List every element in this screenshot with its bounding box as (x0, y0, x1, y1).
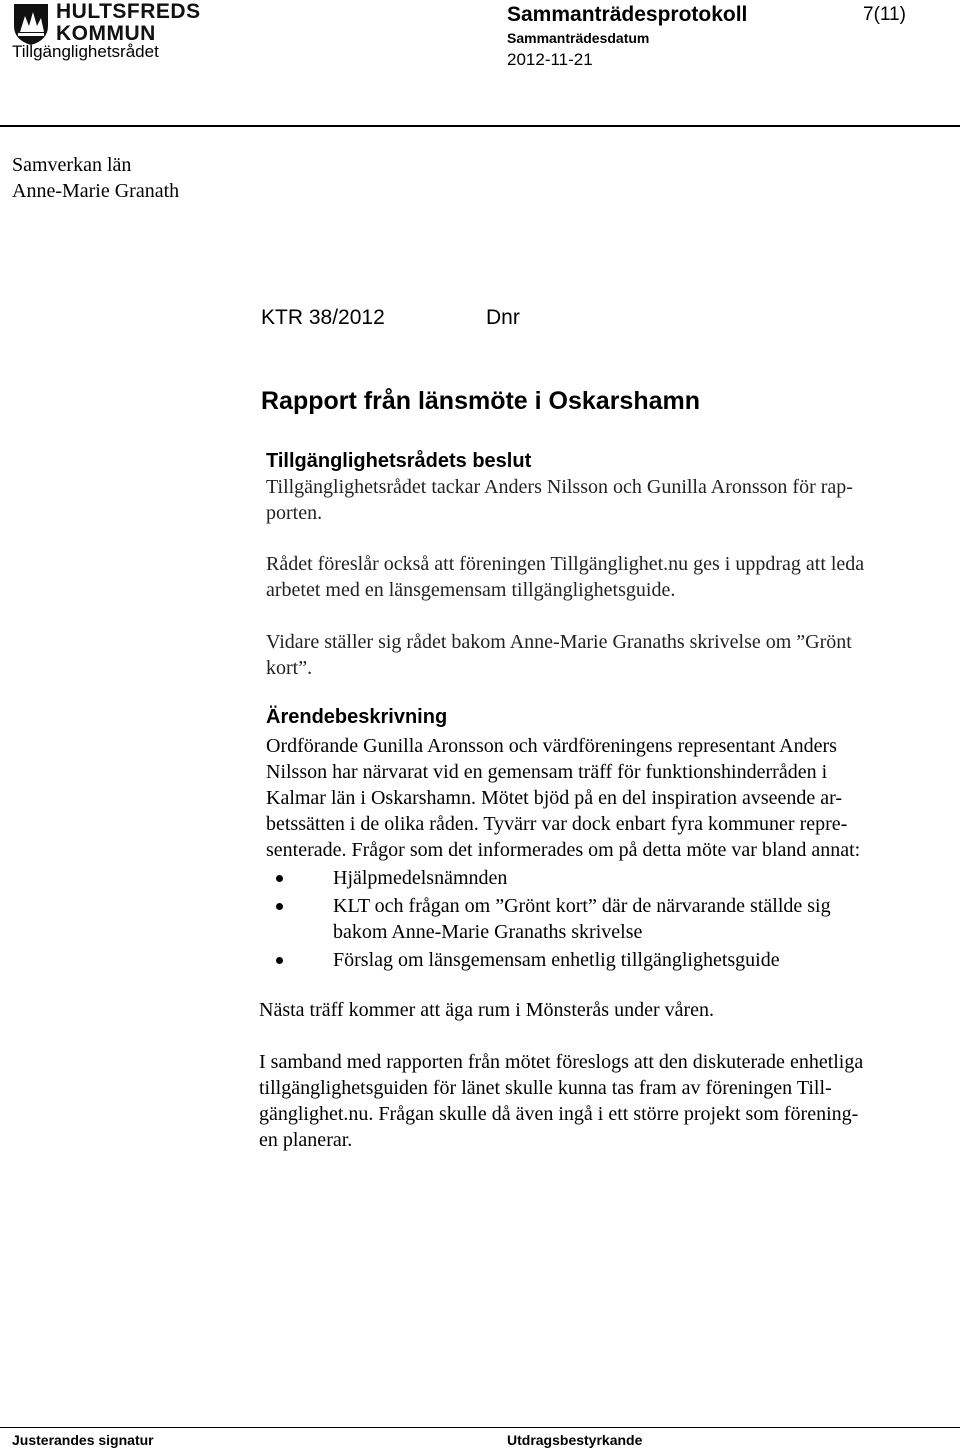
list-item (266, 893, 831, 945)
text-line: tillgänglighetsguiden för länet skulle kunna tas fram av föreningen Till- (259, 1077, 832, 1099)
address-line-1: Samverkan län (12, 154, 132, 176)
document-title: Sammanträdesprotokoll (507, 3, 748, 26)
text-line: Kalmar län i Oskarshamn. Mötet bjöd på en del inspiration avseende ar- (266, 787, 843, 809)
logo-text-line2: KOMMUN (56, 22, 156, 45)
text-line: Tillgänglighetsrådet tackar Anders Nilsson och Gunilla Aronsson för rap- (266, 476, 853, 498)
text-line: porten. (266, 502, 323, 524)
list-item (266, 947, 831, 973)
page-number: 7(11) (863, 4, 906, 25)
decision-paragraph-3 (266, 629, 852, 681)
text-line: senterade. Frågor som det informerades om på detta möte var bland annat: (266, 839, 861, 861)
municipality-logo (12, 0, 201, 46)
text-line: en planerar. (259, 1129, 353, 1151)
text-line: bakom Anne-Marie Granaths skrivelse (333, 921, 643, 943)
meeting-date-label: Sammanträdesdatum (507, 30, 650, 46)
description-title: Ärendebeskrivning (266, 706, 448, 728)
meeting-date-value: 2012-11-21 (507, 50, 593, 69)
topics-list (266, 865, 831, 973)
list-item (266, 865, 831, 891)
decision-paragraph-2 (266, 551, 864, 603)
closing-paragraph (259, 1049, 863, 1153)
text-line: Vidare ställer sig rådet bakom Anne-Marie Granaths skrivelse om ”Grönt (266, 631, 852, 653)
text-line: Nilsson har närvarat vid en gemensam träff för funktionshinderråden i (266, 761, 828, 783)
text-line: Förslag om länsgemensam enhetlig tillgänglighetsguide (333, 949, 780, 971)
next-meeting-paragraph (259, 997, 714, 1023)
page-heading: Rapport från länsmöte i Oskarshamn (261, 387, 701, 415)
text-line: Rådet föreslår också att föreningen Tillgänglighet.nu ges i uppdrag att leda (266, 553, 865, 575)
address-line-2: Anne-Marie Granath (12, 180, 180, 202)
text-line: Nästa träff kommer att äga rum i Mönsterås under våren. (259, 999, 715, 1021)
coat-of-arms-icon (12, 2, 50, 46)
certification-label: Utdragsbestyrkande (507, 1432, 643, 1448)
dnr-label: Dnr (486, 306, 520, 329)
organization-name: Tillgänglighetsrådet (12, 42, 159, 61)
text-line: I samband med rapporten från mötet föreslogs att den diskuterade enhetliga (259, 1051, 864, 1073)
signature-label: Justerandes signatur (12, 1432, 154, 1448)
text-line: kort”. (266, 657, 313, 679)
logo-text-line1: HULTSFREDS (56, 0, 201, 23)
bullet-icon (276, 903, 283, 910)
text-line: gänglighet.nu. Frågan skulle då även ingå i ett större projekt som förening- (259, 1103, 859, 1125)
bullet-icon (276, 875, 283, 882)
text-line: Ordförande Gunilla Aronsson och värdföreningens representant Anders (266, 735, 837, 757)
case-number: KTR 38/2012 (261, 306, 385, 329)
header-divider (0, 125, 960, 127)
footer-divider (0, 1427, 960, 1428)
bullet-icon (276, 957, 283, 964)
decision-paragraph-1 (266, 474, 853, 526)
description-paragraph (266, 733, 860, 863)
text-line: Hjälpmedelsnämnden (333, 867, 508, 889)
text-line: KLT och frågan om ”Grönt kort” där de närvarande ställde sig (333, 895, 831, 917)
text-line: arbetet med en länsgemensam tillgänglighetsguide. (266, 579, 676, 601)
text-line: betssätten i de olika råden. Tyvärr var dock enbart fyra kommuner repre- (266, 813, 848, 835)
decision-title: Tillgänglighetsrådets beslut (266, 450, 532, 472)
